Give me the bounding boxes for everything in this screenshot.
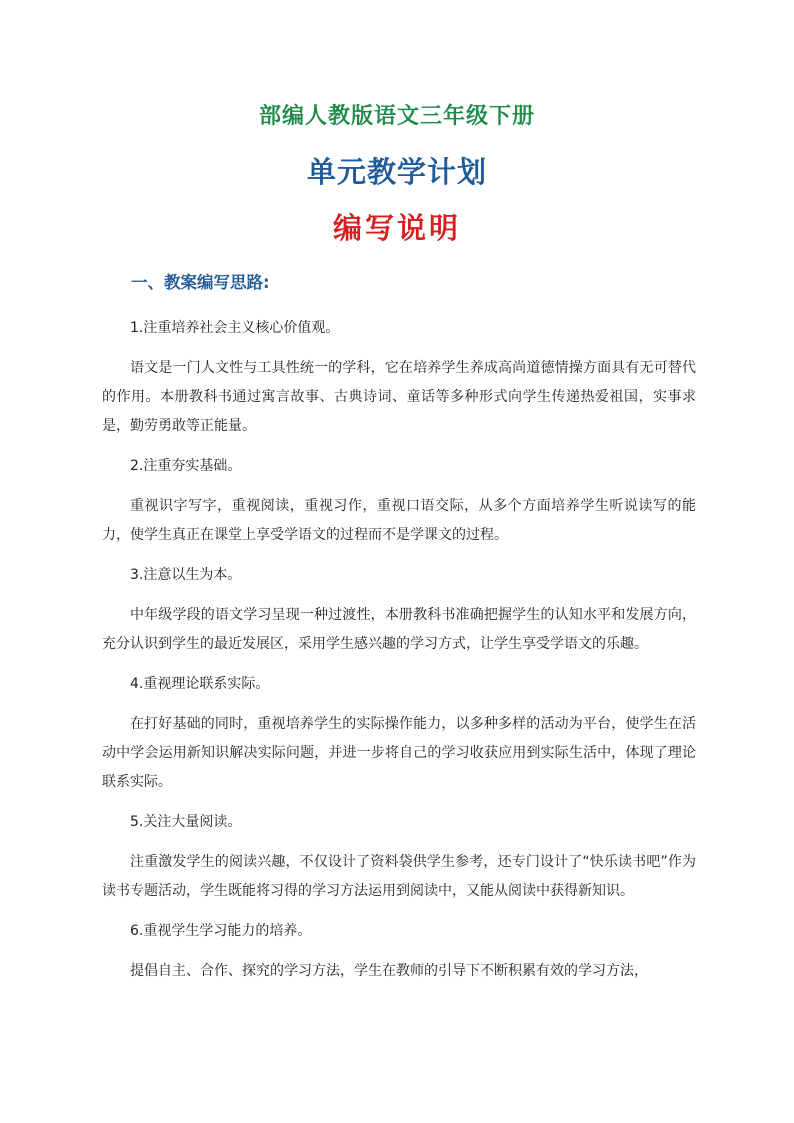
point-heading-1: 1.注重培养社会主义核心价值观。	[130, 320, 340, 336]
main-title: 单元教学计划	[306, 155, 487, 189]
subtitle: 编写说明	[332, 211, 461, 245]
point-heading-5: 5.关注大量阅读。	[130, 814, 242, 830]
point-heading-6: 6.重视学生学习能力的培养。	[130, 923, 312, 939]
point-paragraph-2: 重视识字写字，重视阅读，重视习作，重视口语交际，从多个方面培养学生听说读写的能力，使学生真正在课堂上享受学语文的过程而不是学课文的过程。	[102, 498, 696, 543]
point-paragraph-4: 在打好基础的同时，重视培养学生的实际操作能力，以多种多样的活动为平台，使学生在活动中学会运用新知识解决实际问题，并进一步将自己的学习收获应用到实际生活中，体现了理论联系实际。	[102, 716, 696, 790]
point-paragraph-1: 语文是一门人文性与工具性统一的学科，它在培养学生养成高尚道德情操方面具有无可替代的作用。本册教科书通过寓言故事、古典诗词、童话等多种形式向学生传递热爱祖国，实事求是，勤劳勇敢等正能量。	[102, 360, 696, 434]
section-heading: 一、教案编写思路:	[131, 273, 270, 292]
body-content	[102, 314, 696, 997]
point-paragraph-6: 提倡自主、合作、探究的学习方法，学生在教师的引导下不断积累有效的学习方法，	[130, 963, 648, 979]
point-paragraph-3: 中年级学段的语文学习呈现一种过渡性，本册教科书准确把握学生的认知水平和发展方向，充分认识到学生的最近发展区，采用学生感兴趣的学习方式，让学生享受学语文的乐趣。	[102, 607, 696, 652]
point-heading-2: 2.注重夯实基础。	[130, 458, 242, 474]
point-paragraph-5: 注重激发学生的阅读兴趣，不仅设计了资料袋供学生参考，还专门设计了“快乐读书吧”作为读书专题活动，学生既能将习得的学习方法运用到阅读中，又能从阅读中获得新知识。	[102, 854, 696, 899]
point-heading-3: 3.注意以生为本。	[130, 567, 242, 583]
publisher-title: 部编人教版语文三年级下册	[258, 103, 535, 129]
point-heading-4: 4.重视理论联系实际。	[130, 676, 270, 692]
